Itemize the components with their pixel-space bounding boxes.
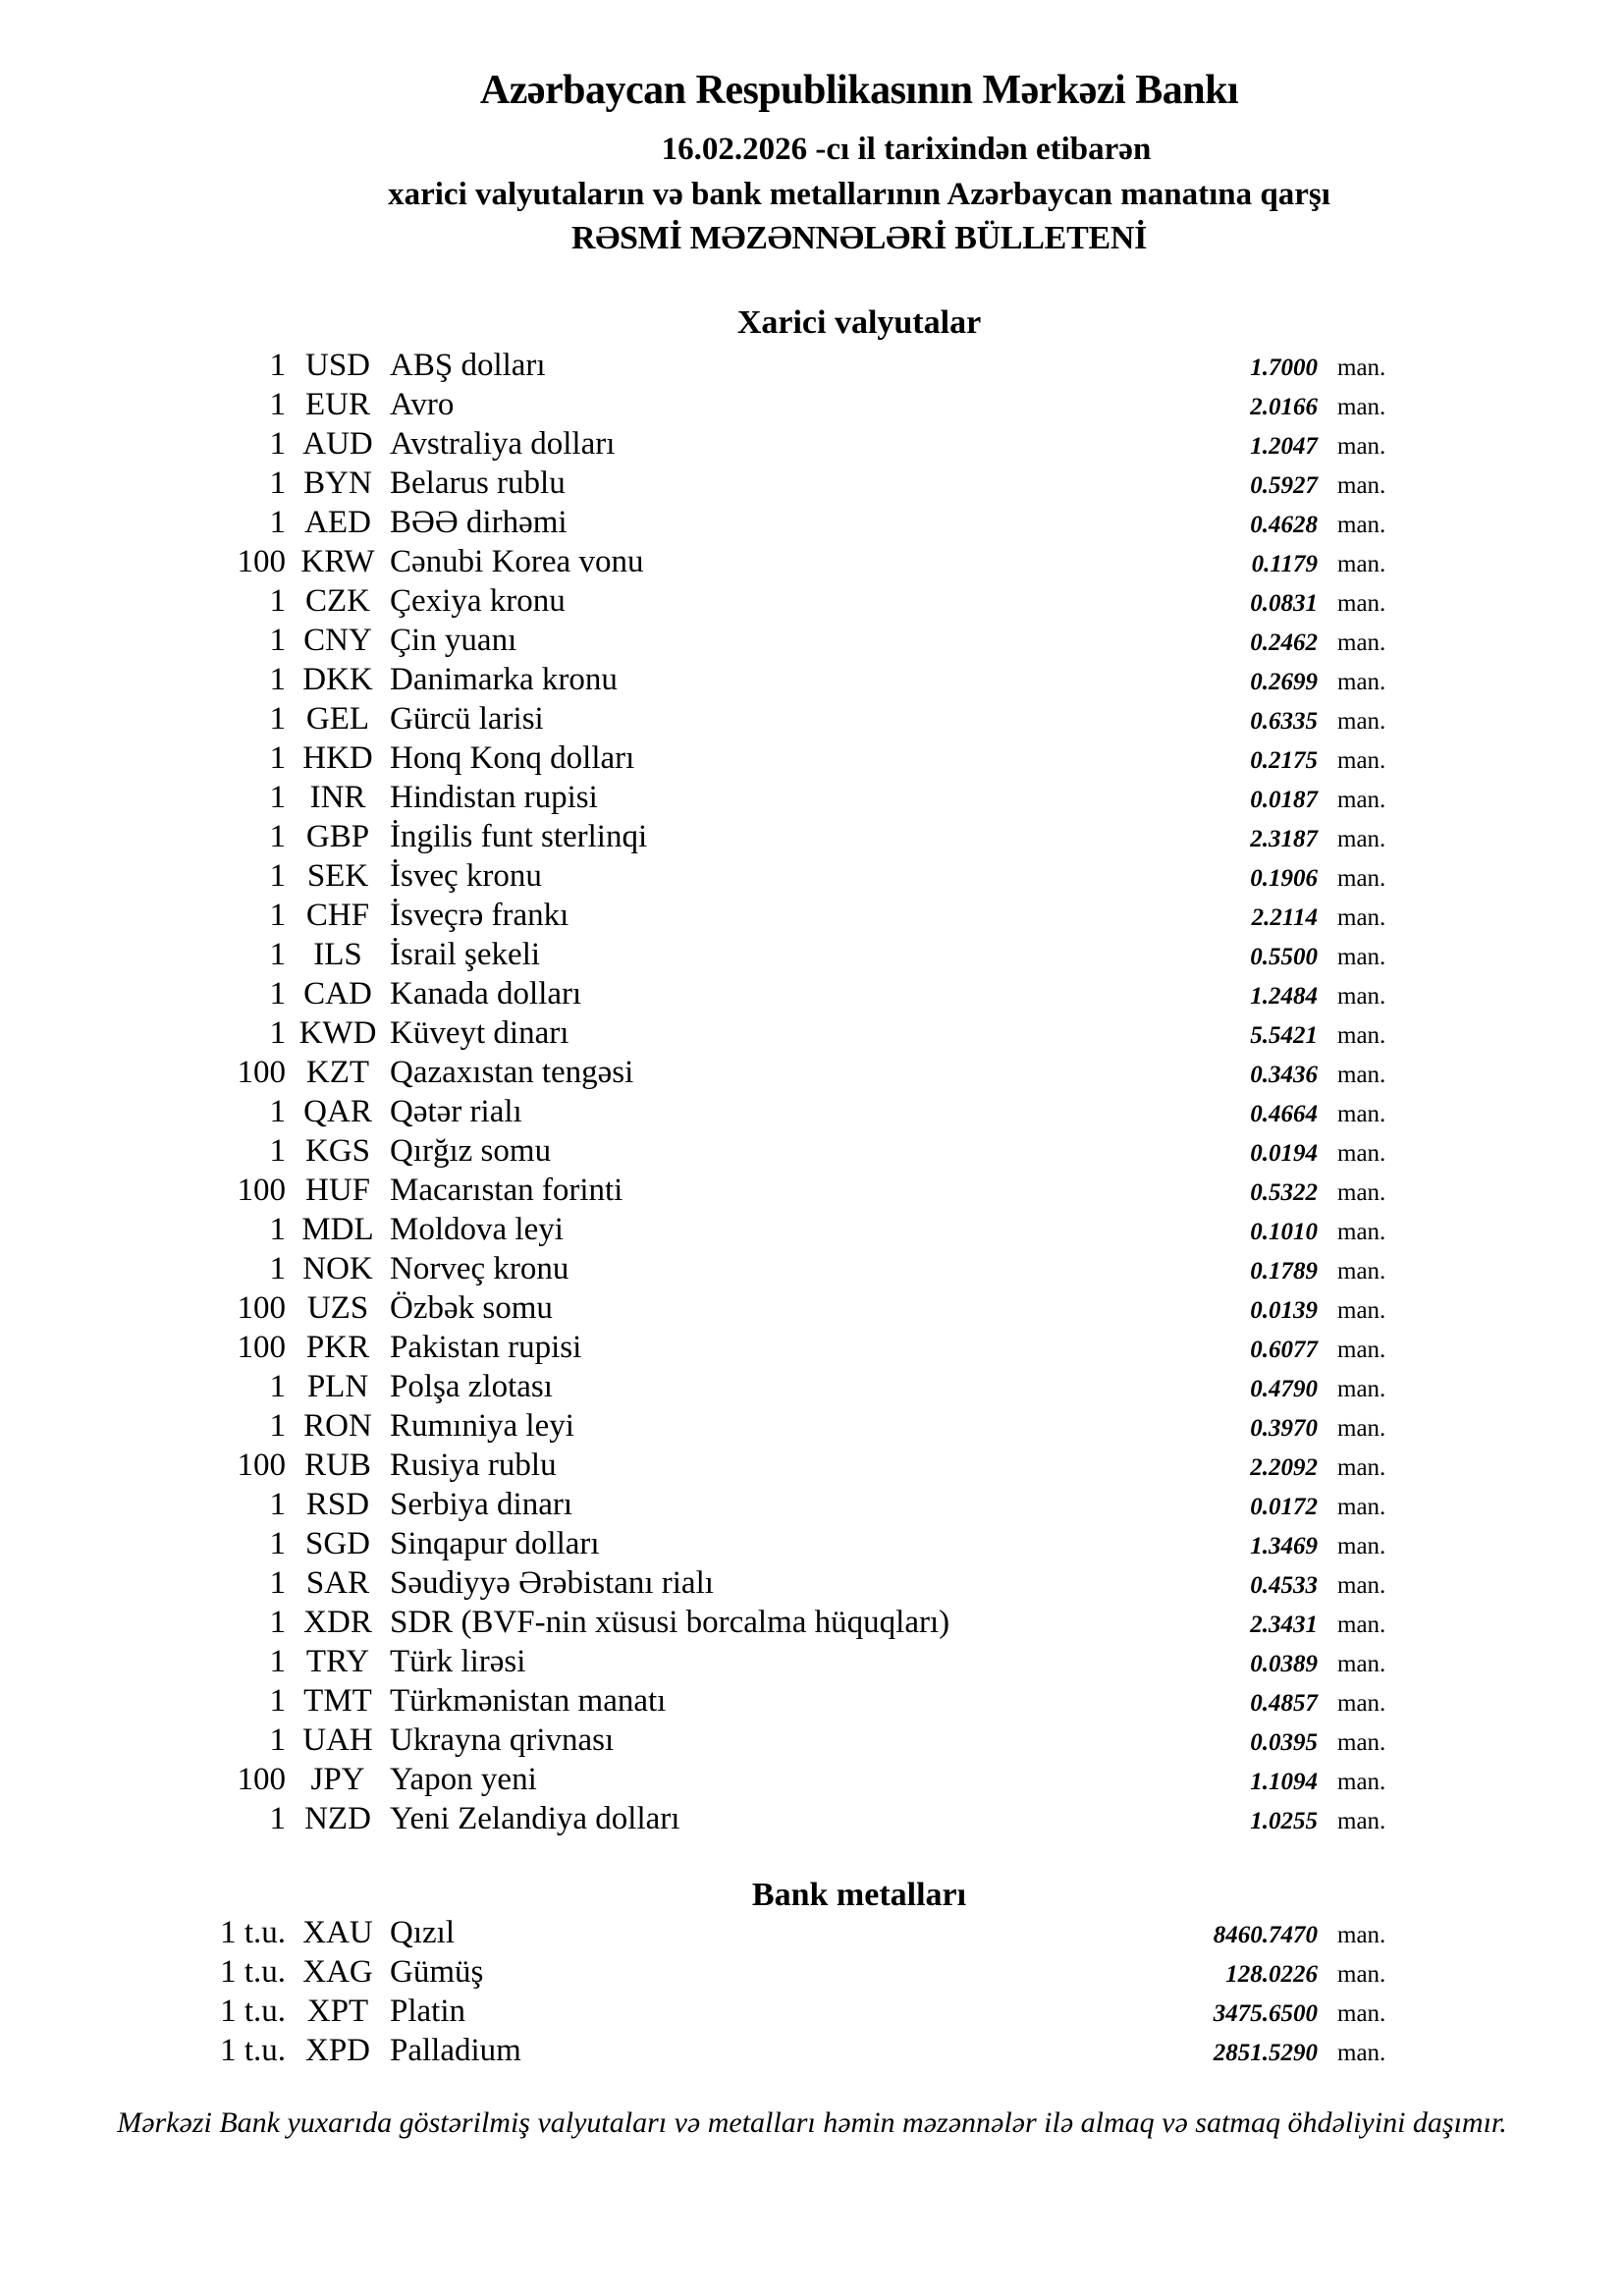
rate-cell: 0.3970 bbox=[1250, 1415, 1318, 1442]
rate-cell: 1.7000 bbox=[1250, 355, 1318, 381]
currency-code-cell: TMT bbox=[303, 1683, 372, 1719]
quantity-cell: 1 bbox=[269, 1487, 286, 1522]
bulletin-title: RƏSMİ MƏZƏNNƏLƏRİ BÜLLETENİ bbox=[570, 220, 1148, 256]
currency-row bbox=[0, 1367, 1624, 1406]
quantity-cell: 1 bbox=[269, 465, 286, 501]
rate-cell: 5.5421 bbox=[1250, 1022, 1318, 1049]
currency-code-cell: SAR bbox=[305, 1565, 370, 1601]
rate-cell: 0.6077 bbox=[1250, 1337, 1318, 1363]
rate-cell: 0.1906 bbox=[1250, 865, 1318, 892]
currency-name-cell: Özbək somu bbox=[390, 1290, 553, 1326]
rate-cell: 0.5500 bbox=[1250, 944, 1318, 970]
currency-name-cell: Qırğız somu bbox=[390, 1133, 552, 1169]
quantity-cell: 100 bbox=[237, 1055, 286, 1090]
rate-cell: 1.2484 bbox=[1250, 983, 1318, 1010]
currency-code-cell: GBP bbox=[305, 819, 370, 854]
quantity-cell: 1 bbox=[269, 898, 286, 933]
rate-cell: 0.0831 bbox=[1250, 590, 1318, 617]
unit-cell: man. bbox=[1337, 1690, 1386, 1717]
quantity-cell: 1 bbox=[269, 387, 286, 422]
quantity-cell: 1 bbox=[269, 505, 286, 540]
rate-cell: 0.3436 bbox=[1250, 1062, 1318, 1088]
currency-code-cell: CZK bbox=[305, 583, 370, 619]
unit-cell: man. bbox=[1337, 1922, 1386, 1948]
unit-cell: man. bbox=[1337, 1297, 1386, 1324]
currency-row bbox=[0, 1328, 1624, 1367]
currency-name-cell: Gürcü larisi bbox=[390, 701, 544, 737]
unit-cell: man. bbox=[1337, 1572, 1386, 1599]
unit-cell: man. bbox=[1337, 1376, 1386, 1402]
metal-row bbox=[0, 1913, 1624, 1952]
currency-name-cell: ABŞ dolları bbox=[390, 348, 546, 383]
unit-cell: man. bbox=[1337, 1494, 1386, 1520]
currency-row bbox=[0, 935, 1624, 974]
rate-cell: 0.1010 bbox=[1250, 1219, 1318, 1245]
unit-cell: man. bbox=[1337, 355, 1386, 381]
currency-row bbox=[0, 1446, 1624, 1485]
currency-name-cell: Rusiya rublu bbox=[390, 1448, 557, 1483]
footer-note: Mərkəzi Bank yuxarıda göstərilmiş valyutaları və metalları həmin məzənnələr ilə almaq və satmaq öhdəliyini daşımır. bbox=[117, 2106, 1507, 2139]
rate-cell: 0.0194 bbox=[1250, 1140, 1318, 1167]
quantity-cell: 1 bbox=[269, 1015, 286, 1051]
quantity-cell: 100 bbox=[237, 1762, 286, 1797]
unit-cell: man. bbox=[1337, 394, 1386, 420]
currency-name-cell: Türk lirəsi bbox=[390, 1644, 526, 1679]
unit-cell: man. bbox=[1337, 787, 1386, 813]
metal-code-cell: XAU bbox=[302, 1915, 373, 1950]
rate-cell: 8460.7470 bbox=[1213, 1922, 1318, 1948]
unit-cell: man. bbox=[1337, 1454, 1386, 1481]
rate-cell: 0.4628 bbox=[1250, 512, 1318, 538]
rate-cell: 0.0395 bbox=[1250, 1729, 1318, 1756]
unit-cell: man. bbox=[1337, 1101, 1386, 1127]
currency-row bbox=[0, 1563, 1624, 1603]
currency-code-cell: SGD bbox=[304, 1526, 371, 1561]
currency-row bbox=[0, 699, 1624, 738]
currency-code-cell: BYN bbox=[303, 465, 372, 501]
currency-row bbox=[0, 542, 1624, 581]
currency-row bbox=[0, 503, 1624, 542]
unit-cell: man. bbox=[1337, 1179, 1386, 1206]
unit-cell: man. bbox=[1337, 1415, 1386, 1442]
currency-row bbox=[0, 385, 1624, 424]
currency-code-cell: RUB bbox=[304, 1448, 371, 1483]
quantity-cell: 1 bbox=[269, 426, 286, 462]
currency-name-cell: BƏƏ dirhəmi bbox=[390, 505, 568, 540]
unit-cell: man. bbox=[1337, 1140, 1386, 1167]
currency-code-cell: PKR bbox=[305, 1330, 370, 1365]
rate-cell: 2.2114 bbox=[1251, 904, 1318, 931]
currency-row bbox=[0, 346, 1624, 385]
rate-cell: 0.2175 bbox=[1250, 747, 1318, 774]
rate-cell: 128.0226 bbox=[1225, 1961, 1318, 1988]
currency-code-cell: EUR bbox=[305, 387, 370, 422]
currency-code-cell: CHF bbox=[305, 898, 370, 933]
currency-name-cell: Macarıstan forinti bbox=[390, 1173, 623, 1208]
currency-row bbox=[0, 1092, 1624, 1131]
currency-row bbox=[0, 464, 1624, 503]
quantity-cell: 1 t.u. bbox=[220, 1954, 286, 1990]
metal-row bbox=[0, 2031, 1624, 2070]
currency-code-cell: ILS bbox=[313, 937, 362, 972]
currency-code-cell: GEL bbox=[305, 701, 370, 737]
unit-cell: man. bbox=[1337, 904, 1386, 931]
quantity-cell: 100 bbox=[237, 1330, 286, 1365]
unit-cell: man. bbox=[1337, 708, 1386, 735]
currency-code-cell: AED bbox=[304, 505, 371, 540]
currency-row bbox=[0, 660, 1624, 699]
currency-code-cell: QAR bbox=[303, 1094, 372, 1129]
currency-name-cell: Kanada dolları bbox=[390, 976, 582, 1011]
quantity-cell: 100 bbox=[237, 1448, 286, 1483]
unit-cell: man. bbox=[1337, 472, 1386, 499]
currency-code-cell: KZT bbox=[305, 1055, 370, 1090]
currency-code-cell: TRY bbox=[305, 1644, 370, 1679]
quantity-cell: 1 bbox=[269, 740, 286, 776]
currency-row bbox=[0, 1171, 1624, 1210]
rate-cell: 0.0139 bbox=[1250, 1297, 1318, 1324]
metal-row bbox=[0, 1992, 1624, 2031]
unit-cell: man. bbox=[1337, 590, 1386, 617]
currency-code-cell: PLN bbox=[306, 1369, 369, 1404]
subtitle-line: xarici valyutaların və bank metallarının Azərbaycan manatına qarşı bbox=[388, 177, 1330, 212]
quantity-cell: 1 t.u. bbox=[220, 2033, 286, 2068]
unit-cell: man. bbox=[1337, 1729, 1386, 1756]
currency-row bbox=[0, 1603, 1624, 1642]
unit-cell: man. bbox=[1337, 1022, 1386, 1049]
currency-code-cell: NOK bbox=[302, 1251, 373, 1286]
currency-code-cell: SEK bbox=[306, 858, 369, 894]
quantity-cell: 1 bbox=[269, 1526, 286, 1561]
unit-cell: man. bbox=[1337, 747, 1386, 774]
metals-section-heading: Bank metalları bbox=[751, 1877, 967, 1913]
currencies-table bbox=[0, 346, 1624, 1838]
quantity-cell: 1 bbox=[269, 1094, 286, 1129]
rate-cell: 3475.6500 bbox=[1213, 2000, 1318, 2027]
currency-row bbox=[0, 896, 1624, 935]
quantity-cell: 100 bbox=[237, 1173, 286, 1208]
quantity-cell: 1 bbox=[269, 583, 286, 619]
quantity-cell: 1 bbox=[269, 662, 286, 697]
quantity-cell: 1 bbox=[269, 623, 286, 658]
effective-date-line: 16.02.2026 -cı il tarixindən etibarən bbox=[661, 132, 1152, 167]
unit-cell: man. bbox=[1337, 551, 1386, 577]
currency-code-cell: UZS bbox=[306, 1290, 369, 1326]
currency-row bbox=[0, 1721, 1624, 1760]
currency-row bbox=[0, 581, 1624, 621]
currency-row bbox=[0, 424, 1624, 464]
metal-code-cell: XPT bbox=[306, 1994, 369, 2029]
quantity-cell: 1 t.u. bbox=[220, 1915, 286, 1950]
unit-cell: man. bbox=[1337, 1062, 1386, 1088]
currency-code-cell: CAD bbox=[303, 976, 372, 1011]
unit-cell: man. bbox=[1337, 944, 1386, 970]
metal-name-cell: Platin bbox=[390, 1994, 466, 2029]
currency-name-cell: Cənubi Korea vonu bbox=[390, 544, 644, 579]
currency-name-cell: Serbiya dinarı bbox=[390, 1487, 573, 1522]
unit-cell: man. bbox=[1337, 1769, 1386, 1795]
unit-cell: man. bbox=[1337, 1961, 1386, 1988]
currency-name-cell: Yeni Zelandiya dolları bbox=[390, 1801, 680, 1836]
currency-row bbox=[0, 1642, 1624, 1681]
quantity-cell: 1 bbox=[269, 1565, 286, 1601]
currency-row bbox=[0, 856, 1624, 896]
quantity-cell: 1 bbox=[269, 701, 286, 737]
quantity-cell: 1 t.u. bbox=[220, 1994, 286, 2029]
rate-cell: 0.0389 bbox=[1250, 1651, 1318, 1677]
currency-name-cell: Rumıniya leyi bbox=[390, 1408, 574, 1444]
rate-cell: 2.2092 bbox=[1250, 1454, 1318, 1481]
currency-code-cell: RON bbox=[303, 1408, 372, 1444]
currency-row bbox=[0, 738, 1624, 778]
metal-code-cell: XAG bbox=[302, 1954, 373, 1990]
currency-name-cell: Çin yuanı bbox=[390, 623, 517, 658]
rate-cell: 2.3187 bbox=[1250, 826, 1318, 852]
metals-table bbox=[0, 1913, 1624, 2070]
quantity-cell: 1 bbox=[269, 1133, 286, 1169]
currency-name-cell: Danimarka kronu bbox=[390, 662, 618, 697]
quantity-cell: 1 bbox=[269, 1644, 286, 1679]
unit-cell: man. bbox=[1337, 1808, 1386, 1834]
rate-cell: 0.2699 bbox=[1250, 669, 1318, 695]
currency-row bbox=[0, 1249, 1624, 1288]
unit-cell: man. bbox=[1337, 865, 1386, 892]
quantity-cell: 1 bbox=[269, 348, 286, 383]
rate-cell: 0.2462 bbox=[1250, 629, 1318, 656]
currency-row bbox=[0, 817, 1624, 856]
currency-code-cell: KGS bbox=[304, 1133, 371, 1169]
currency-name-cell: İsveç kronu bbox=[390, 858, 542, 894]
quantity-cell: 1 bbox=[269, 1801, 286, 1836]
currency-code-cell: AUD bbox=[302, 426, 373, 462]
currency-name-cell: SDR (BVF-nin xüsusi borcalma hüquqları) bbox=[390, 1605, 950, 1640]
rate-cell: 1.2047 bbox=[1250, 433, 1318, 460]
currency-code-cell: KWD bbox=[298, 1015, 377, 1051]
currency-row bbox=[0, 1210, 1624, 1249]
quantity-cell: 1 bbox=[269, 1408, 286, 1444]
currency-name-cell: Belarus rublu bbox=[390, 465, 566, 501]
currency-name-cell: Pakistan rupisi bbox=[390, 1330, 582, 1365]
rate-cell: 1.0255 bbox=[1250, 1808, 1318, 1834]
unit-cell: man. bbox=[1337, 983, 1386, 1010]
currency-row bbox=[0, 1131, 1624, 1171]
rate-cell: 0.5322 bbox=[1250, 1179, 1318, 1206]
currency-name-cell: Çexiya kronu bbox=[390, 583, 566, 619]
quantity-cell: 1 bbox=[269, 937, 286, 972]
unit-cell: man. bbox=[1337, 669, 1386, 695]
rate-cell: 0.1179 bbox=[1251, 551, 1318, 577]
quantity-cell: 1 bbox=[269, 1605, 286, 1640]
rate-cell: 2851.5290 bbox=[1213, 2040, 1318, 2066]
rate-cell: 0.5927 bbox=[1250, 472, 1318, 499]
metal-name-cell: Qızıl bbox=[390, 1915, 455, 1950]
currency-name-cell: Yapon yeni bbox=[390, 1762, 537, 1797]
quantity-cell: 1 bbox=[269, 858, 286, 894]
currency-code-cell: HUF bbox=[304, 1173, 371, 1208]
rate-cell: 0.4533 bbox=[1250, 1572, 1318, 1599]
currency-name-cell: Küveyt dinarı bbox=[390, 1015, 569, 1051]
unit-cell: man. bbox=[1337, 826, 1386, 852]
currency-name-cell: Ukrayna qrivnası bbox=[390, 1722, 615, 1758]
currency-name-cell: Hindistan rupisi bbox=[390, 780, 598, 815]
rate-cell: 1.1094 bbox=[1250, 1769, 1318, 1795]
currency-row bbox=[0, 1760, 1624, 1799]
currency-row bbox=[0, 1524, 1624, 1563]
currency-name-cell: Türkmənistan manatı bbox=[390, 1683, 667, 1719]
rate-cell: 1.3469 bbox=[1250, 1533, 1318, 1559]
rate-cell: 0.6335 bbox=[1250, 708, 1318, 735]
currency-code-cell: KRW bbox=[300, 544, 375, 579]
metal-code-cell: XPD bbox=[304, 2033, 371, 2068]
rate-cell: 0.0172 bbox=[1250, 1494, 1318, 1520]
currency-name-cell: Qətər rialı bbox=[390, 1094, 522, 1129]
quantity-cell: 1 bbox=[269, 1212, 286, 1247]
currency-code-cell: RSD bbox=[305, 1487, 370, 1522]
quantity-cell: 1 bbox=[269, 1722, 286, 1758]
quantity-cell: 1 bbox=[269, 819, 286, 854]
unit-cell: man. bbox=[1337, 433, 1386, 460]
currency-row bbox=[0, 1799, 1624, 1838]
rate-cell: 0.4857 bbox=[1250, 1690, 1318, 1717]
unit-cell: man. bbox=[1337, 1651, 1386, 1677]
quantity-cell: 100 bbox=[237, 544, 286, 579]
currency-name-cell: Norveç kronu bbox=[390, 1251, 569, 1286]
currency-code-cell: DKK bbox=[302, 662, 373, 697]
metal-row bbox=[0, 1952, 1624, 1992]
currencies-section-heading: Xarici valyutalar bbox=[736, 304, 982, 341]
currency-name-cell: İsveçrə frankı bbox=[390, 898, 569, 933]
quantity-cell: 100 bbox=[237, 1290, 286, 1326]
currency-row bbox=[0, 1053, 1624, 1092]
currency-name-cell: Sinqapur dolları bbox=[390, 1526, 600, 1561]
unit-cell: man. bbox=[1337, 2000, 1386, 2027]
rate-cell: 0.4790 bbox=[1250, 1376, 1318, 1402]
currency-name-cell: Polşa zlotası bbox=[390, 1369, 553, 1404]
currency-name-cell: Səudiyyə Ərəbistanı rialı bbox=[390, 1565, 714, 1601]
currency-name-cell: Moldova leyi bbox=[390, 1212, 564, 1247]
quantity-cell: 1 bbox=[269, 1369, 286, 1404]
currency-name-cell: Honq Konq dolları bbox=[390, 740, 635, 776]
unit-cell: man. bbox=[1337, 629, 1386, 656]
currency-code-cell: MDL bbox=[301, 1212, 374, 1247]
currency-code-cell: USD bbox=[304, 348, 371, 383]
quantity-cell: 1 bbox=[269, 1683, 286, 1719]
currency-row bbox=[0, 1288, 1624, 1328]
currency-row bbox=[0, 974, 1624, 1013]
quantity-cell: 1 bbox=[269, 780, 286, 815]
currency-name-cell: Avstraliya dolları bbox=[390, 426, 616, 462]
quantity-cell: 1 bbox=[269, 976, 286, 1011]
page-title: Azərbaycan Respublikasının Mərkəzi Bankı bbox=[479, 68, 1239, 113]
unit-cell: man. bbox=[1337, 1219, 1386, 1245]
currency-code-cell: CNY bbox=[303, 623, 372, 658]
rate-cell: 2.0166 bbox=[1250, 394, 1318, 420]
currency-row bbox=[0, 621, 1624, 660]
metal-name-cell: Palladium bbox=[390, 2033, 521, 2068]
unit-cell: man. bbox=[1337, 1337, 1386, 1363]
currency-code-cell: NZD bbox=[304, 1801, 371, 1836]
currency-row bbox=[0, 1013, 1624, 1053]
currency-name-cell: Qazaxıstan tengəsi bbox=[390, 1055, 634, 1090]
rate-cell: 0.0187 bbox=[1250, 787, 1318, 813]
currency-name-cell: İngilis funt sterlinqi bbox=[390, 819, 648, 854]
quantity-cell: 1 bbox=[269, 1251, 286, 1286]
currency-row bbox=[0, 1406, 1624, 1446]
unit-cell: man. bbox=[1337, 2040, 1386, 2066]
rate-cell: 0.1789 bbox=[1250, 1258, 1318, 1285]
rate-cell: 0.4664 bbox=[1250, 1101, 1318, 1127]
metal-name-cell: Gümüş bbox=[390, 1954, 484, 1990]
unit-cell: man. bbox=[1337, 512, 1386, 538]
currency-code-cell: JPY bbox=[310, 1762, 365, 1797]
currency-row bbox=[0, 1681, 1624, 1721]
currency-code-cell: INR bbox=[309, 780, 366, 815]
unit-cell: man. bbox=[1337, 1533, 1386, 1559]
currency-code-cell: XDR bbox=[303, 1605, 372, 1640]
currency-row bbox=[0, 778, 1624, 817]
unit-cell: man. bbox=[1337, 1258, 1386, 1285]
currency-name-cell: İsrail şekeli bbox=[390, 937, 541, 972]
unit-cell: man. bbox=[1337, 1612, 1386, 1638]
currency-row bbox=[0, 1485, 1624, 1524]
currency-code-cell: HKD bbox=[302, 740, 373, 776]
rate-cell: 2.3431 bbox=[1250, 1612, 1318, 1638]
currency-code-cell: UAH bbox=[302, 1722, 373, 1758]
currency-name-cell: Avro bbox=[390, 387, 455, 422]
